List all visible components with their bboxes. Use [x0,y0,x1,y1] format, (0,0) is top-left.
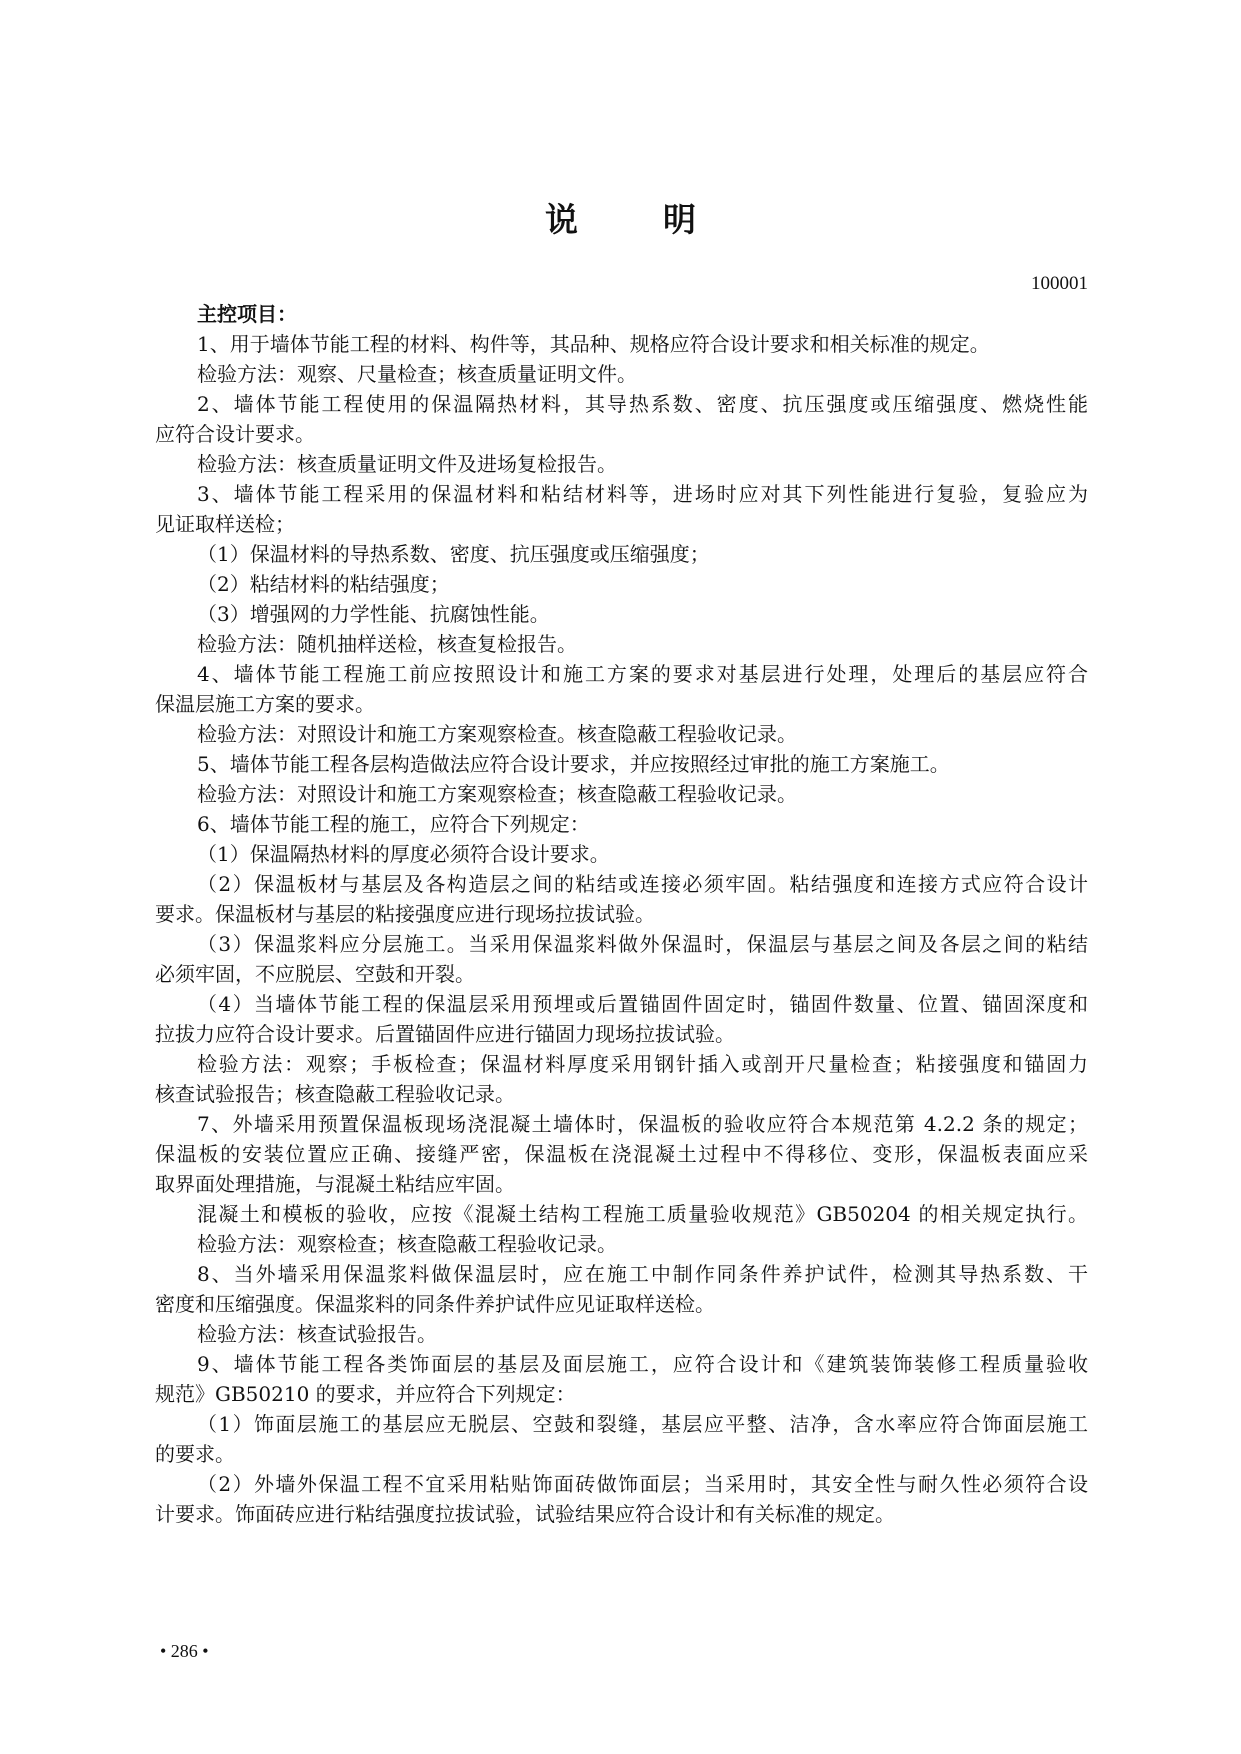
text-line: 5、墙体节能工程各层构造做法应符合设计要求，并应按照经过审批的施工方案施工。 [197,752,950,776]
text-line: （1）保温隔热材料的厚度必须符合设计要求。 [197,842,610,866]
text-line: 拉拔力应符合设计要求。后置锚固件应进行锚固力现场拉拔试验。 [155,1022,735,1046]
page-number: • 286 • [160,1641,209,1661]
text-line: 必须牢固，不应脱层、空鼓和开裂。 [155,962,475,986]
text-line: 核查试验报告；核查隐蔽工程验收记录。 [155,1082,515,1106]
text-line: 1、用于墙体节能工程的材料、构件等，其品种、规格应符合设计要求和相关标准的规定。 [197,332,990,356]
text-line: （2）粘结材料的粘结强度； [197,572,450,596]
text-line: 混凝土和模板的验收，应按《混凝土结构工程施工质量验收规范》GB50204 的相关规定执行。 [197,1202,1088,1226]
text-line: 要求。保温板材与基层的粘接强度应进行现场拉拔试验。 [155,902,655,926]
document-code: 100001 [1031,273,1088,294]
text-line: （1）保温材料的导热系数、密度、抗压强度或压缩强度； [197,542,710,566]
text-line: 保温层施工方案的要求。 [155,692,375,716]
text-line: 检验方法：核查质量证明文件及进场复检报告。 [197,452,617,476]
text-line: 检验方法：对照设计和施工方案观察检查；核查隐蔽工程验收记录。 [197,782,797,806]
text-line: 检验方法：随机抽样送检，核查复检报告。 [197,632,577,656]
body-text [155,299,1088,1529]
text-line: 密度和压缩强度。保温浆料的同条件养护试件应见证取样送检。 [155,1292,715,1316]
text-line: 的要求。 [155,1442,235,1466]
page-title: 说 明 [545,200,722,239]
text-line: 检验方法：核查试验报告。 [197,1322,437,1346]
text-line: 8、当外墙采用保温浆料做保温层时，应在施工中制作同条件养护试件，检测其导热系数、干 [197,1262,1088,1286]
text-line: 检验方法：观察检查；核查隐蔽工程验收记录。 [197,1232,617,1256]
text-line: 9、墙体节能工程各类饰面层的基层及面层施工，应符合设计和《建筑装饰装修工程质量验收 [197,1352,1088,1376]
text-line: 检验方法：观察；手板检查；保温材料厚度采用钢针插入或剖开尺量检查；粘接强度和锚固力 [197,1052,1088,1076]
text-line: 规范》GB50210 的要求，并应符合下列规定： [155,1382,576,1406]
text-line: （2）外墙外保温工程不宜采用粘贴饰面砖做饰面层；当采用时，其安全性与耐久性必须符合设 [197,1472,1088,1496]
text-line: 保温板的安装位置应正确、接缝严密，保温板在浇混凝土过程中不得移位、变形，保温板表面应采 [155,1142,1088,1166]
text-line: （3）保温浆料应分层施工。当采用保温浆料做外保温时，保温层与基层之间及各层之间的粘结 [197,932,1088,956]
text-line: 2、墙体节能工程使用的保温隔热材料，其导热系数、密度、抗压强度或压缩强度、燃烧性能 [197,392,1088,416]
text-line: 见证取样送检； [155,512,295,536]
text-line: （1）饰面层施工的基层应无脱层、空鼓和裂缝，基层应平整、洁净，含水率应符合饰面层施工 [197,1412,1088,1436]
section-heading: 主控项目： [197,302,297,326]
text-line: （4）当墙体节能工程的保温层采用预埋或后置锚固件固定时，锚固件数量、位置、锚固深度和 [197,992,1088,1016]
text-line: 3、墙体节能工程采用的保温材料和粘结材料等，进场时应对其下列性能进行复验，复验应为 [197,482,1088,506]
text-line: 7、外墙采用预置保温板现场浇混凝土墙体时，保温板的验收应符合本规范第 4.2.2 条的规定； [197,1112,1088,1136]
text-line: 4、墙体节能工程施工前应按照设计和施工方案的要求对基层进行处理，处理后的基层应符合 [197,662,1088,686]
text-line: 检验方法：对照设计和施工方案观察检查。核查隐蔽工程验收记录。 [197,722,797,746]
text-line: 检验方法：观察、尺量检查；核查质量证明文件。 [197,362,637,386]
text-line: 应符合设计要求。 [155,422,315,446]
text-line: 取界面处理措施，与混凝土粘结应牢固。 [155,1172,515,1196]
text-line: （3）增强网的力学性能、抗腐蚀性能。 [197,602,550,626]
text-line: 6、墙体节能工程的施工，应符合下列规定： [197,812,590,836]
text-line: （2）保温板材与基层及各构造层之间的粘结或连接必须牢固。粘结强度和连接方式应符合设计 [197,872,1088,896]
text-line: 计要求。饰面砖应进行粘结强度拉拔试验，试验结果应符合设计和有关标准的规定。 [155,1502,895,1526]
